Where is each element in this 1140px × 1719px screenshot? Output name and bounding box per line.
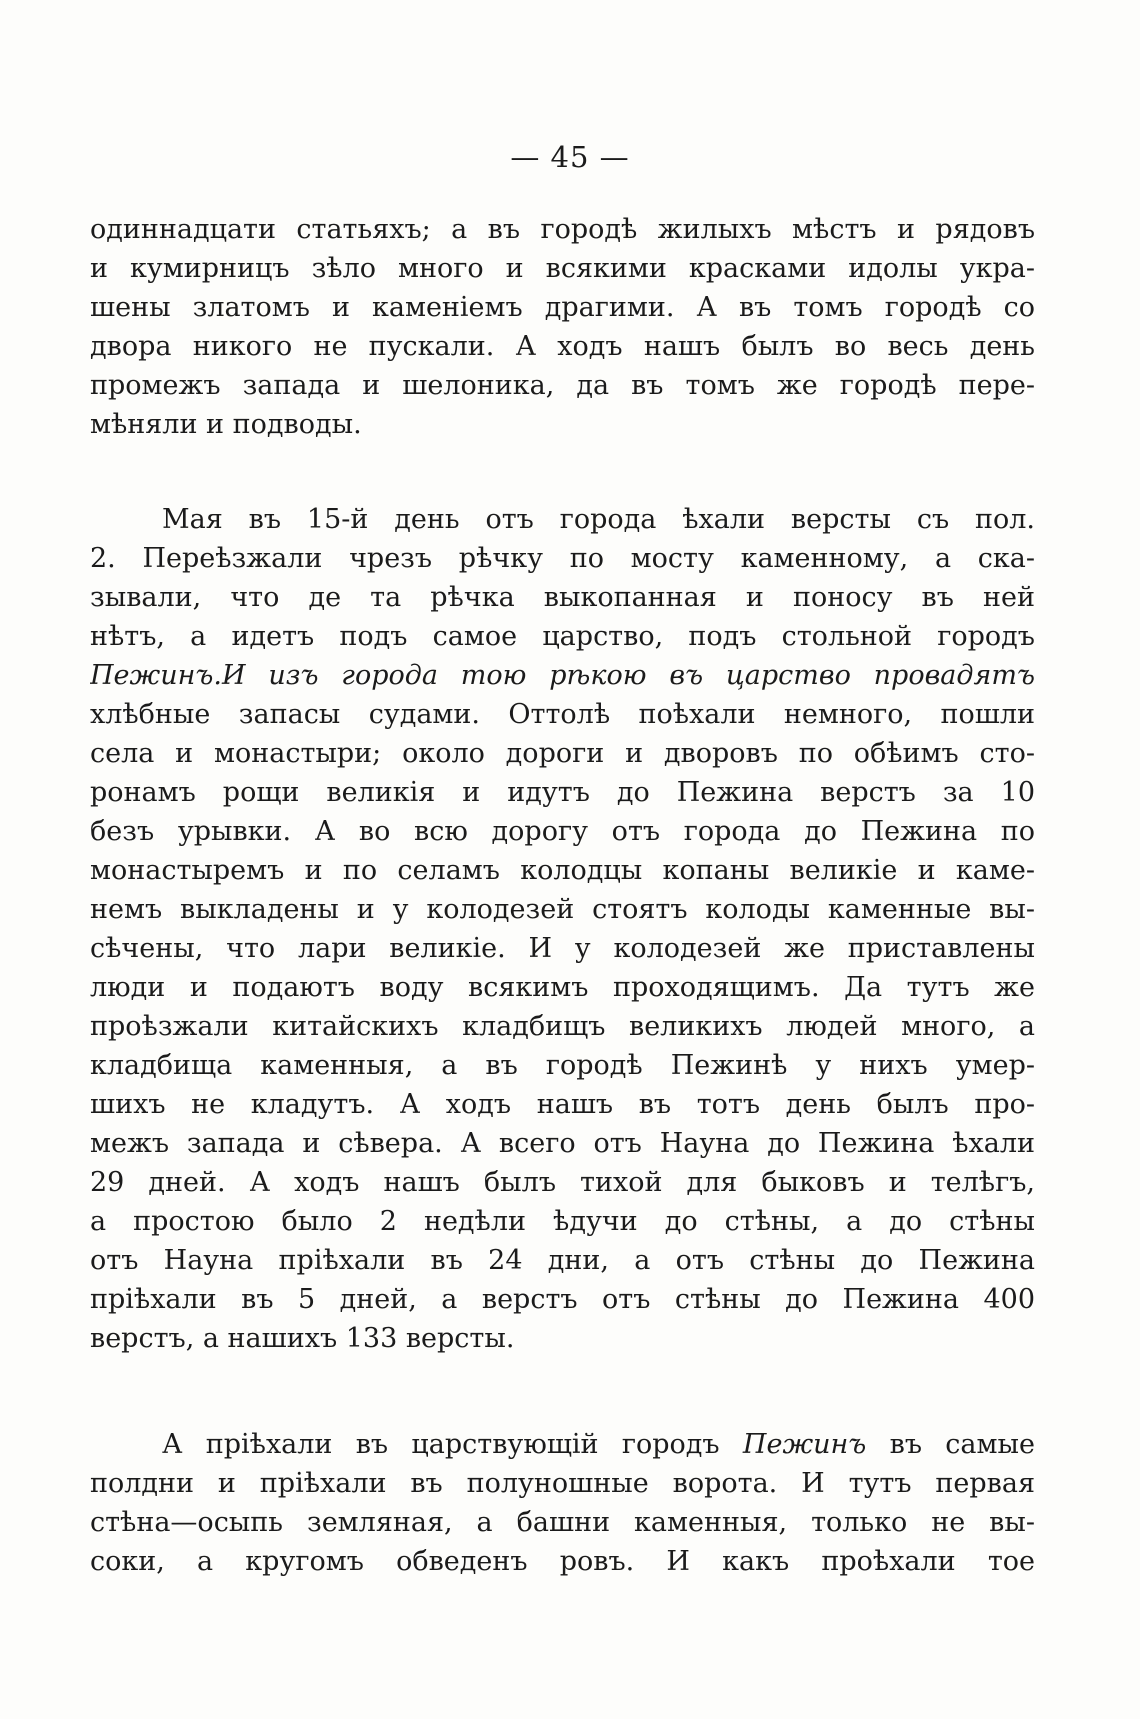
paragraph-2 (90, 500, 1035, 1358)
text-line: А пріѣхали въ царствующій городъ Пежинъ въ самые (162, 1429, 1035, 1460)
text-line: безъ урывки. А во всю дорогу отъ города до Пежина по (90, 816, 1035, 847)
text-line: одиннадцати статьяхъ; а въ городѣ жилыхъ мѣстъ и рядовъ (90, 214, 1035, 245)
text-line: проѣзжали китайскихъ кладбищъ великихъ людей много, а (90, 1011, 1035, 1042)
text-line: Мая въ 15-й день отъ города ѣхали версты съ пол. (162, 504, 1035, 535)
text-line: немъ выкладены и у колодезей стоятъ колоды каменные вы- (90, 894, 1035, 925)
text-line: соки, а кругомъ обведенъ ровъ. И какъ проѣхали тое (90, 1546, 1035, 1577)
text-line: сѣчены, что лари великіе. И у колодезей же приставлены (90, 933, 1035, 964)
text-line: кладбища каменныя, а въ городѣ Пежинѣ у нихъ умер- (90, 1050, 1035, 1081)
italic-place-name: И изъ города тою рѣкою въ царство провадятъ (221, 660, 1035, 691)
text-line: полдни и пріѣхали въ полуношные ворота. И тутъ первая (90, 1468, 1035, 1499)
text-line: стѣна—осыпь земляная, а башни каменныя, только не вы- (90, 1507, 1035, 1538)
text-line: хлѣбные запасы судами. Оттолѣ поѣхали немного, пошли (90, 699, 1035, 730)
text-line: отъ Науна пріѣхали въ 24 дни, а отъ стѣны до Пежина (90, 1245, 1035, 1276)
text-line: пріѣхали въ 5 дней, а верстъ отъ стѣны до Пежина 400 (90, 1284, 1035, 1315)
text-line: и кумирницъ зѣло много и всякими красками идолы укра- (90, 253, 1035, 284)
text-line: межъ запада и сѣвера. А всего отъ Науна до Пежина ѣхали (90, 1128, 1035, 1159)
italic-place-name: Пежинъ (742, 1429, 867, 1460)
page-number: — 45 — (510, 140, 630, 174)
text-line: промежъ запада и шелоника, да въ томъ же городѣ пере- (90, 370, 1035, 401)
text-line: двора никого не пускали. А ходъ нашъ былъ во весь день (90, 331, 1035, 362)
text-line: ронамъ рощи великія и идутъ до Пежина верстъ за 10 (90, 777, 1035, 808)
paragraph-1 (90, 210, 1035, 444)
text-line: а простою было 2 недѣли ѣдучи до стѣны, а до стѣны (90, 1206, 1035, 1237)
text-line (90, 656, 1035, 695)
text-line: шены златомъ и каменіемъ драгими. А въ томъ городѣ со (90, 292, 1035, 323)
paragraph-3 (90, 1425, 1035, 1581)
text-line: монастыремъ и по селамъ колодцы копаны великіе и каме- (90, 855, 1035, 886)
text-line: шихъ не кладутъ. А ходъ нашъ въ тотъ день былъ про- (90, 1089, 1035, 1120)
text-line: нѣтъ, а идетъ подъ самое царство, подъ стольной городъ (90, 621, 1035, 652)
text-line: зывали, что де та рѣчка выкопанная и поносу въ ней (90, 582, 1035, 613)
text-line: мѣняли и подводы. (90, 409, 362, 440)
text-line: люди и подаютъ воду всякимъ проходящимъ. Да тутъ же (90, 972, 1035, 1003)
italic-place-name: Пежинъ. (90, 660, 222, 691)
text-line: верстъ, а нашихъ 133 версты. (90, 1323, 515, 1354)
text-line: 2. Переѣзжали чрезъ рѣчку по мосту каменному, а ска- (90, 543, 1035, 574)
text-line: села и монастыри; около дороги и дворовъ по обѣимъ сто- (90, 738, 1035, 769)
text-line: 29 дней. А ходъ нашъ былъ тихой для быковъ и телѣгъ, (90, 1167, 1035, 1198)
